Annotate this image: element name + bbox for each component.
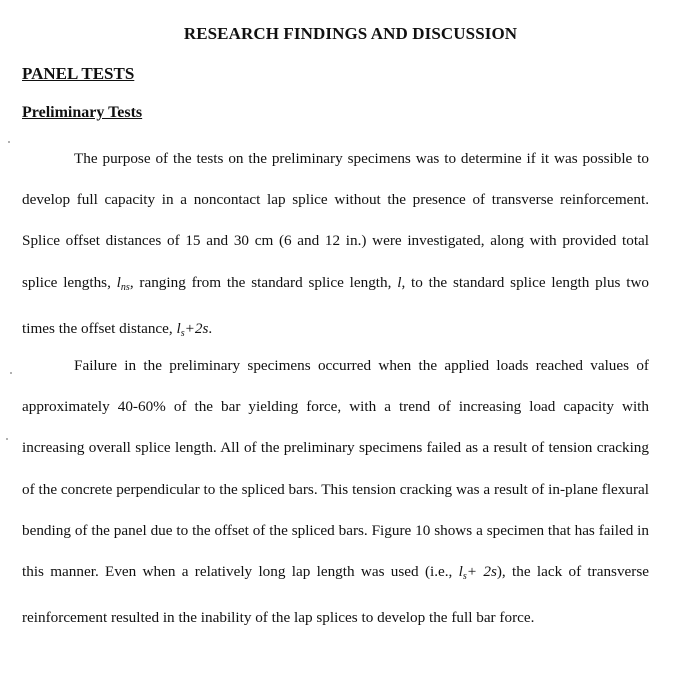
paragraph-failure-text-a: Failure in the preliminary specimens occurred when the applied loads reached values of approximately 40-60% of the bar yielding force, with a trend of increasing load capacity with increasing overall splice length. All of the preliminary specimens failed as a result of tension cracking of the concrete perpendicular to the spliced bars. This tension cracking was a result of in-plane flexural bending of the panel due to the offset of the spliced bars. Figure 10 shows a specimen that has failed in this manner. Even when a relatively long lap length was used (i.e.,: [22, 357, 649, 581]
paragraph-purpose-text-b: , ranging from the standard splice length,: [129, 273, 398, 291]
page-title: RESEARCH FINDINGS AND DISCUSSION: [183, 24, 518, 43]
symbol-l-ns: $l_{ns}$: [116, 273, 130, 293]
subsection-heading: Preliminary Tests: [22, 104, 143, 121]
paragraph-purpose: [22, 138, 649, 354]
symbol-l: l: [397, 273, 402, 291]
scan-speck: [8, 141, 10, 143]
scan-speck: [10, 372, 12, 374]
paragraph-purpose-text-a: The purpose of the tests on the preliminary specimens was to determine if it was possible to develop full capacity in a noncontact lap splice without the presence of transverse reinforcement. Splice offset distances of 15 and 30 cm (6 and 12 in.) were investigated, along with provided total splice lengths,: [22, 150, 649, 291]
section-heading: PANEL TESTS: [22, 64, 135, 83]
subscript-ns: ns: [120, 281, 130, 293]
scan-speck: [6, 438, 8, 440]
expression-ls-plus-2s: $l_s+ 2s$: [458, 563, 497, 583]
expression-ls-plus-2s: $l_s+2s$: [176, 319, 209, 339]
paragraph-purpose-text-d: .: [208, 319, 213, 337]
paragraph-failure-text-b: ), the lack of transverse reinforcement resulted in the inability of the lap splices to develop the full bar force.: [22, 563, 649, 627]
paragraph-failure: [22, 345, 649, 638]
paragraph-purpose-text-c: , to the standard splice length plus two times the offset distance,: [22, 273, 650, 337]
